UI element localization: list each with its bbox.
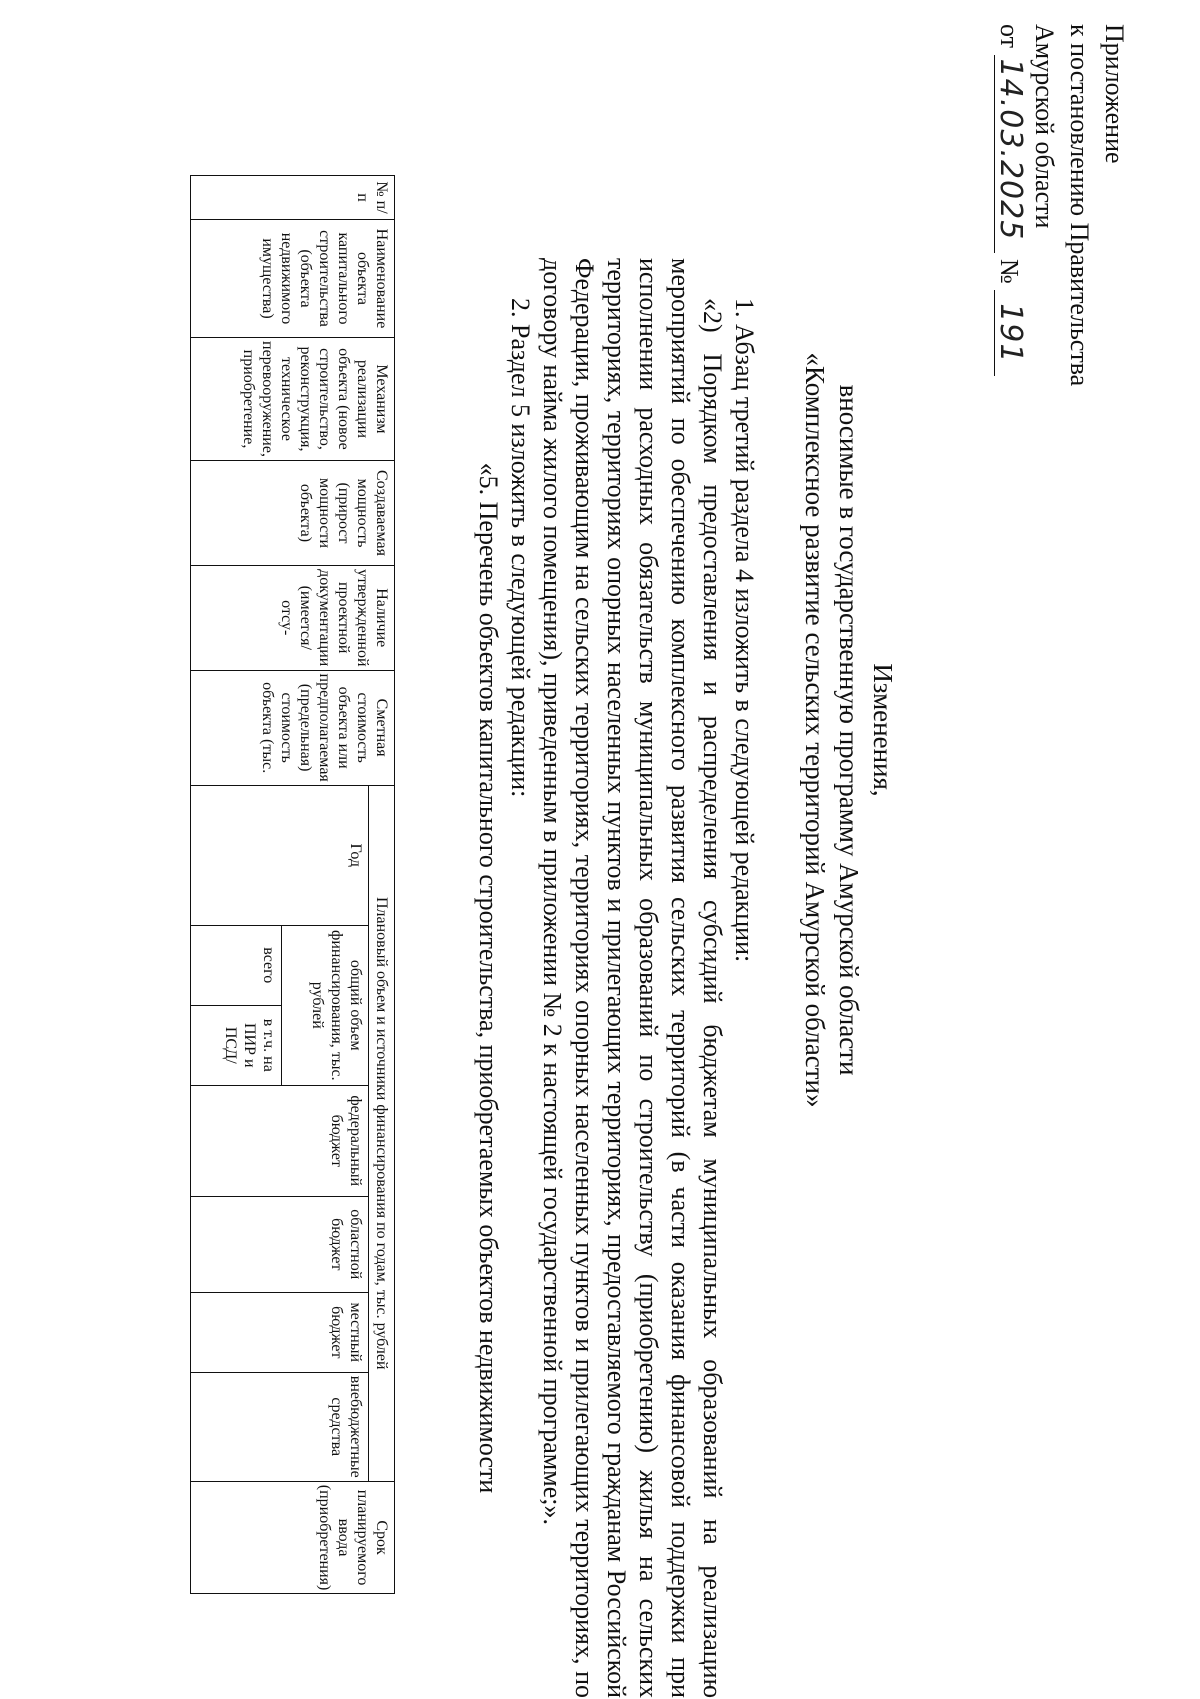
handwritten-date: 14.03.2025 xyxy=(994,55,1025,253)
header-capacity: Создаваемая мощность (прирост мощности объекта) xyxy=(191,460,395,565)
item1-paragraph: «2) Порядком предоставления и распределения субсидий бюджетам муниципальных образований на реализацию мероприятий по обеспечению комплексного развития сельских территорий (в части оказания финансовой поддержки при исполнении расходных обязательств муниципальных образований по строительству (приобретению) жилья на сельских территориях, территориях опорных населенных пунктов и прилегающих территориях, предоставляемого гражданам Российской Федерации, проживающим на сельских территориях, территориях опорных населенных пунктов и прилегающих территориях, по договору найма жилого помещения), приведенным в приложении № 2 к настоящей государственной программе;». xyxy=(538,258,727,1698)
header-year: Год xyxy=(191,785,369,925)
header-name: Наименование объекта капитального строительства (объекта недвижимого имущества) xyxy=(191,220,395,338)
item2-heading: 2. Раздел 5 изложить в следующей редакции: xyxy=(506,298,535,798)
header-total-pir: в т.ч. на ПИР и ПСД/ xyxy=(191,1005,282,1085)
header-financing-group: Плановый объем и источники финансирования по годам, тыс. рублей xyxy=(369,785,395,1481)
document-title xyxy=(798,280,900,1180)
header-docs: Наличие утвержденной проектной документации (имеется/отсу- xyxy=(191,565,395,670)
title-line: вносимые в государственную программу Амурской области xyxy=(834,384,864,1076)
header-deadline: Срок планируемого ввода (приобретения) xyxy=(191,1481,395,1594)
header-federal: федеральный бюджет xyxy=(191,1085,369,1196)
objects-table xyxy=(190,175,395,1594)
appendix-line: Приложение xyxy=(1100,24,1129,164)
item1-heading: 1. Абзац третий раздела 4 изложить в следующей редакции: xyxy=(730,298,759,963)
header-local: местный бюджет xyxy=(191,1292,369,1372)
appendix-line: к постановлению Правительства xyxy=(1065,24,1094,387)
title-line: «Комплексное развитие сельских территорий Амурской области» xyxy=(800,352,830,1108)
appendix-header xyxy=(992,24,1132,764)
appendix-line: Амурской области xyxy=(1030,24,1059,229)
header-cost: Сметная стоимость объекта или предполагаемая (предельная) стоимость объекта (тыс. xyxy=(191,670,395,785)
header-num: № п/п xyxy=(191,176,395,220)
document-body xyxy=(472,258,760,1698)
number-label: № xyxy=(995,259,1024,284)
handwritten-number: 191 xyxy=(994,290,1025,376)
header-regional: областной бюджет xyxy=(191,1196,369,1292)
table-header-row xyxy=(369,176,395,1594)
header-total-all: всего xyxy=(191,925,282,1005)
title-line: Изменения, xyxy=(868,663,898,797)
date-prefix: от xyxy=(995,24,1024,49)
section5-title: «5. Перечень объектов капитального строительства, приобретаемых объектов недвижимости xyxy=(474,462,503,1494)
date-number-line xyxy=(992,24,1027,764)
header-extrabudget: внебюджетные средства xyxy=(191,1372,369,1481)
header-total-volume: общий объем финансирования, тыс. рублей xyxy=(282,925,369,1085)
header-mechanism: Механизм реализации объекта (новое строительство, реконструкция, техническое перевооружение, приобретение, xyxy=(191,338,395,461)
